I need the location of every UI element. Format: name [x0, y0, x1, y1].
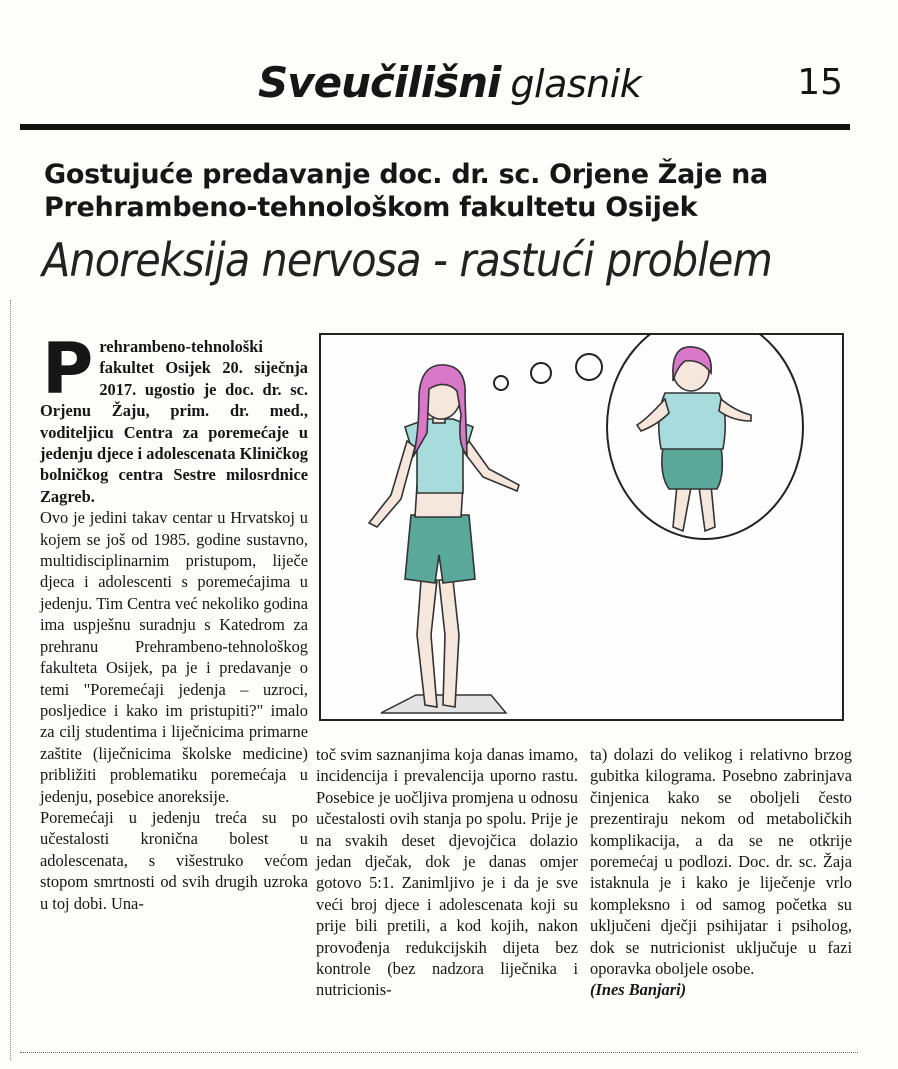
column-2 — [316, 744, 578, 1001]
article-headline: Anoreksija nervosa - rastući problem — [42, 233, 772, 287]
masthead-title-bold: Sveučilišni — [258, 58, 501, 107]
article-kicker: Gostujuće predavanje doc. dr. sc. Orjene Žaje na Prehrambeno-tehnološkom fakultetu Osijek — [44, 159, 768, 223]
drop-cap: P — [42, 328, 94, 410]
masthead — [258, 58, 641, 110]
column-1-paragraph-1: Ovo je jedini takav centar u Hrvatskoj u kojem se još od 1985. godine sustavno, multidisciplinarnim pristupom, liječe djeca i adolescenti s poremećajima u jedenju. Tim Centra već nekoliko godina ima uspješnu suradnju s Katedrom za prehranu Prehrambeno-tehnološkog fakulteta Osijek, pa je i predavanje o temi "Poremećaji jedenja – uzroci, posljedice i kako im pristupiti?" imalo za cilj studentima i liječnicima primarne zaštite (liječnicima školske medicine) približiti problematiku poremećaja u jedenju, posebice anoreksije. — [40, 508, 308, 806]
illustration — [319, 333, 844, 721]
column-3 — [590, 744, 852, 1001]
page-number: 15 — [797, 62, 843, 103]
page-edge-dots — [10, 300, 11, 1060]
column-3-paragraph: ta) dolazi do velikog i relativno brzog gubitka kilograma. Posebno zabrinjava činjenica kako se oboljeli često prezentiraju nekom od metaboličkih komplikacija, a da se ne otkrije poremećaj u podlozi. Doc. dr. sc. Žaja istaknula je i kako je liječenje vrlo kompleksno i od samog početka su uključeni dječji psihijatar i psiholog, dok se nutricionist uključuje u fazi oporavka oboljele osobe. — [590, 745, 852, 979]
masthead-rule — [20, 124, 850, 130]
masthead-title-light: glasnik — [510, 62, 642, 106]
column-1-paragraph-2: Poremećaji u jedenju treća su po učestalosti kronična bolest u adolescenata, s višestruko većom stopom smrtnosti od svih drugih uzroka u toj dobi. Una- — [40, 807, 308, 913]
bottom-rule — [20, 1052, 858, 1053]
article-lead — [40, 328, 308, 507]
lead-text: rehrambeno-tehnološki fakultet Osijek 20. siječnja 2017. ugostio je doc. dr. sc. Orjenu Žaju, prim. dr. med., voditeljicu Centra za poremećaje u jedenju djece i adolescenata Kliničkog bolničkog centra Sestre milosrdnice Zagreb. — [40, 337, 308, 506]
illustration-girl-and-thought-bubble — [321, 335, 842, 719]
column-1 — [40, 328, 308, 914]
column-2-paragraph: toč svim saznanjima koja danas imamo, incidencija i prevalencija uporno rastu. Posebice je uočljiva promjena u odnosu učestalosti ovih stanja po spolu. Prije je na svakih deset djevojčica dolazio jedan dječak, dok je danas omjer gotovo 5:1. Zanimljivo je i da je sve veći broj djece i adolescenata koji su prije bili pretili, a kod kojih, nakon provođenja redukcijskih dijeta bez kontrole (bez nadzora liječnika i nutricionis- — [316, 745, 578, 1000]
article-byline: (Ines Banjari) — [590, 980, 687, 1000]
